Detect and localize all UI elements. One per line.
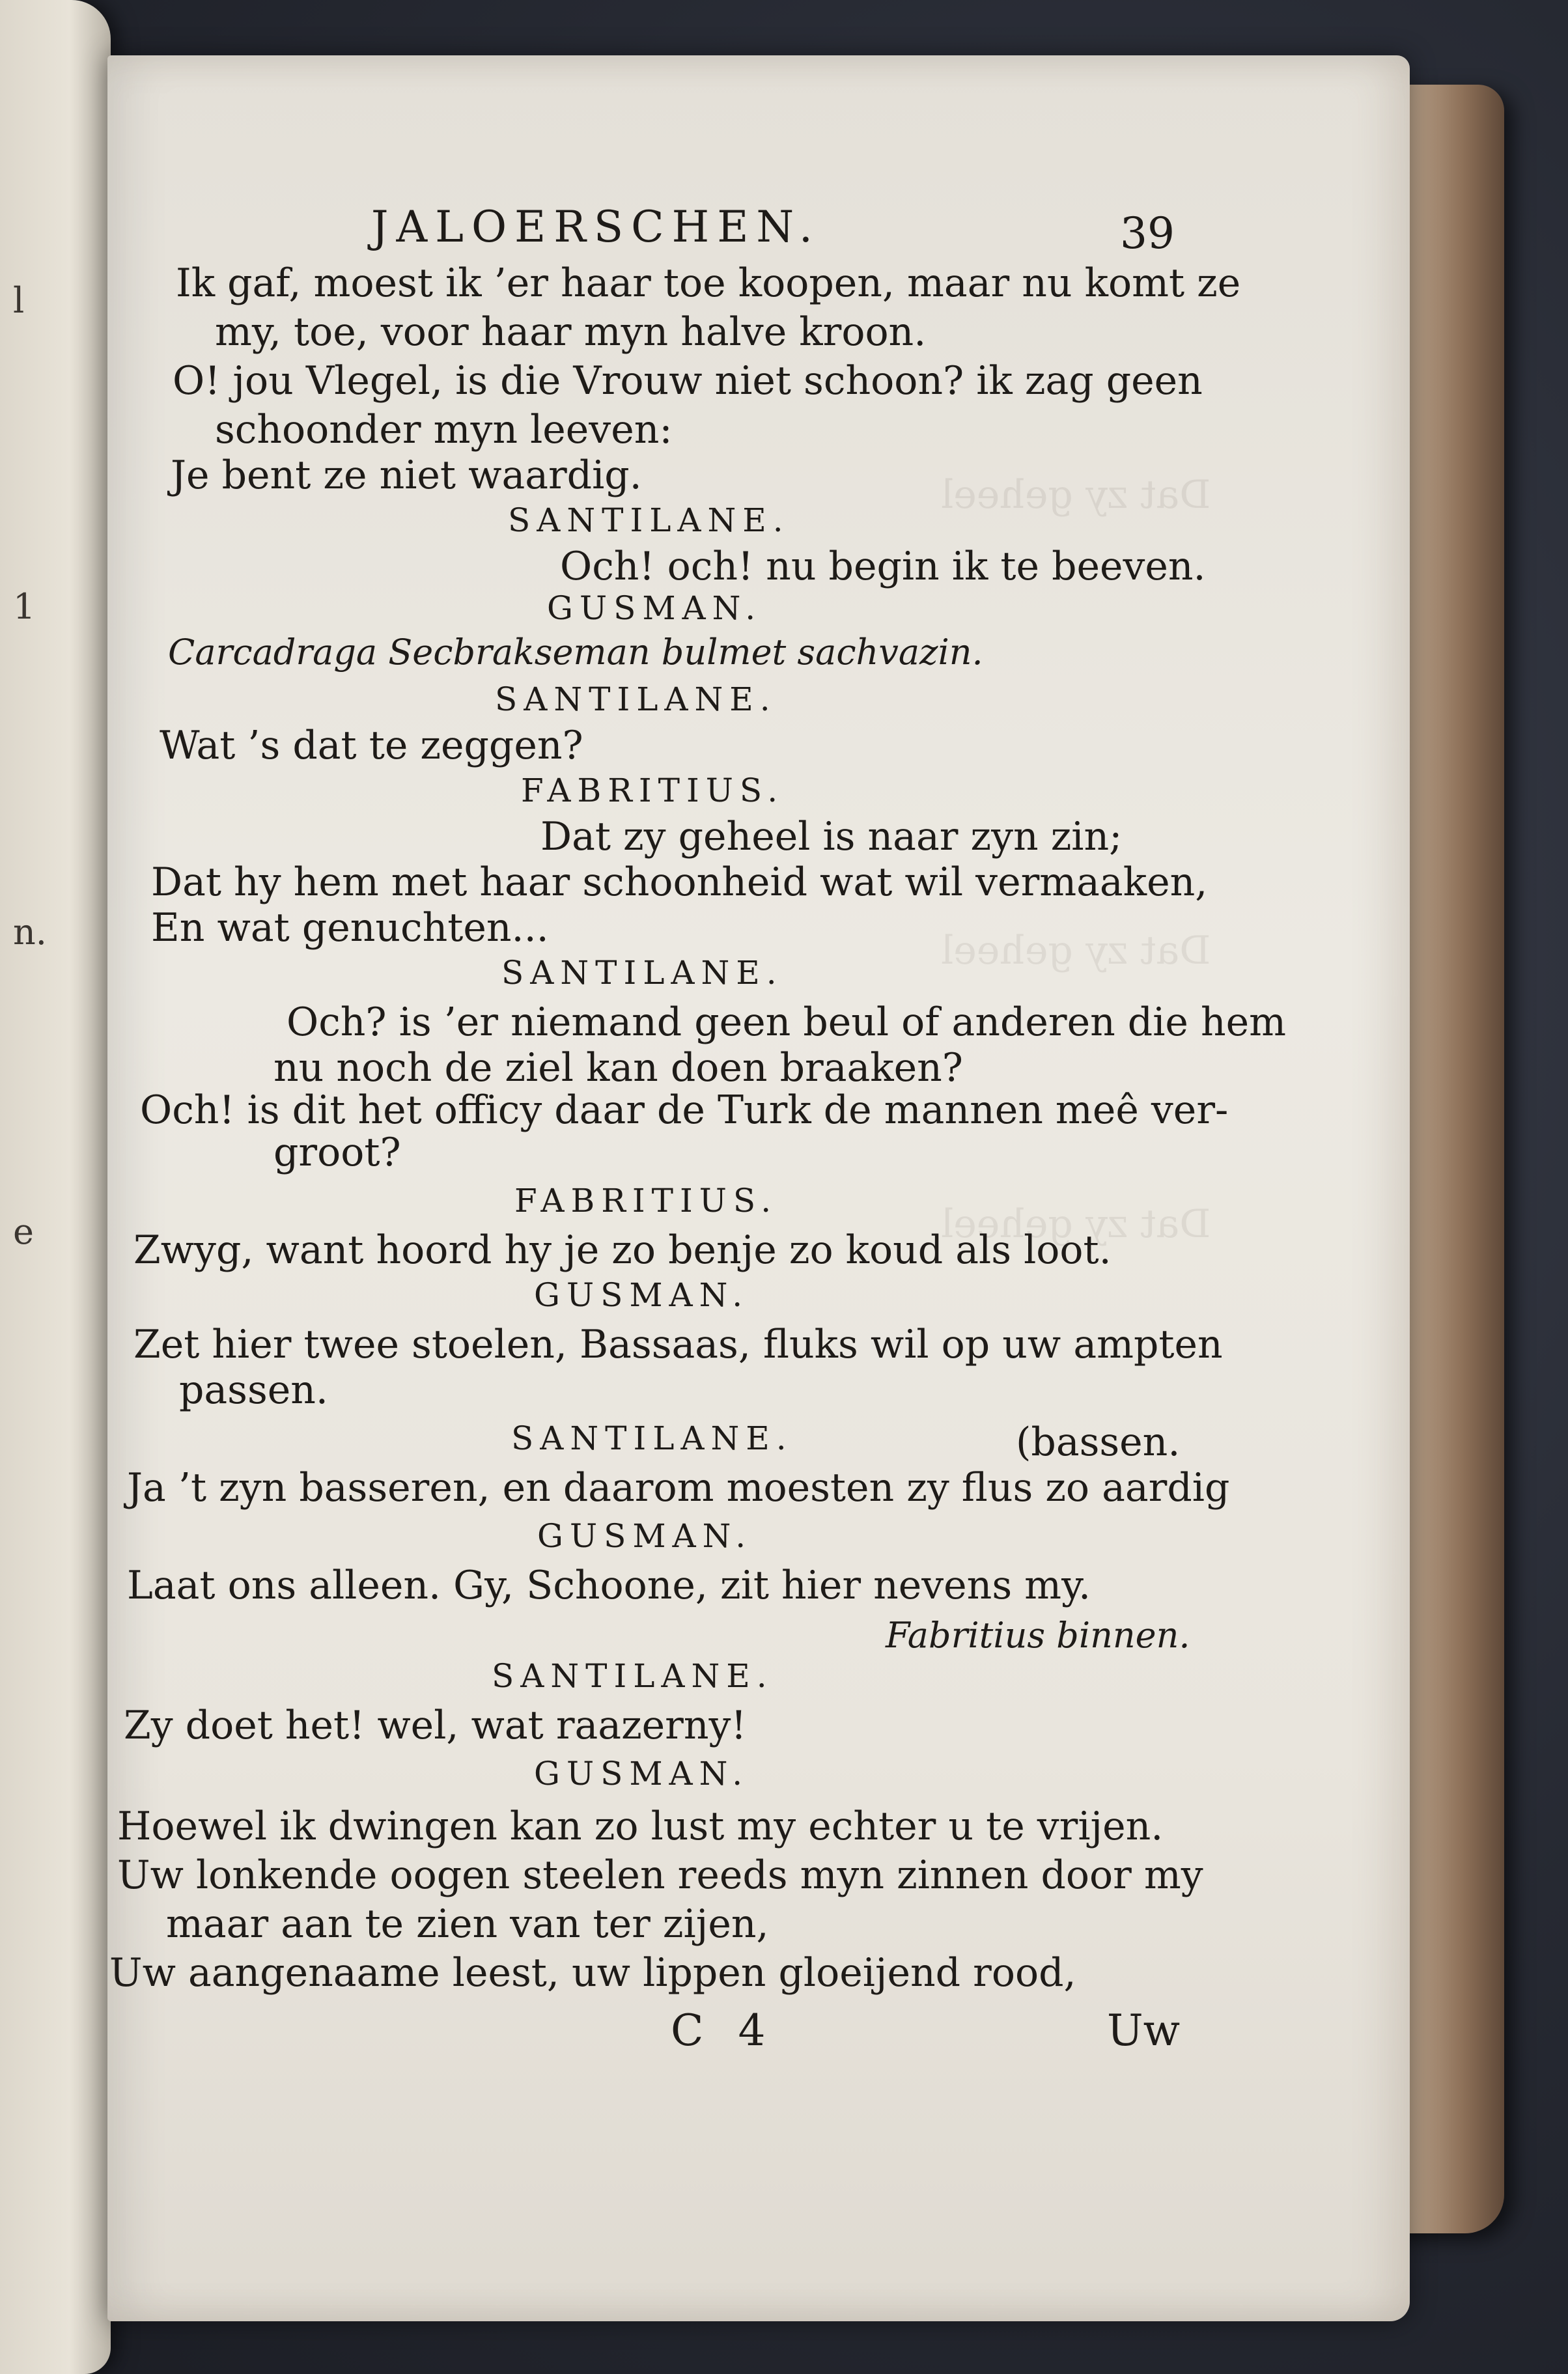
speaker-name: SANTILANE. <box>495 680 777 718</box>
text-line: En wat genuchten... <box>151 905 549 951</box>
stage-direction: Fabritius binnen. <box>886 1615 1190 1656</box>
text-line: my, toe, voor haar myn halve kroon. <box>215 309 927 355</box>
text-line: Och! och! nu begin ik te beeven. <box>560 544 1206 589</box>
speaker-name: SANTILANE. <box>492 1657 774 1695</box>
text-line: Zet hier twee stoelen, Bassaas, fluks wil op uw ampten <box>133 1322 1223 1367</box>
left-page-fragment: 1 <box>13 586 36 627</box>
text-line: passen. <box>179 1367 328 1413</box>
left-page-edge <box>0 0 111 2374</box>
text-line: Uw aangenaame leest, uw lippen gloeijend rood, <box>109 1950 1076 1996</box>
signature-mark: C 4 <box>671 2005 776 2056</box>
text-line-italic: Carcadraga Secbrakseman bulmet sachvazin. <box>168 632 983 673</box>
speaker-name: SANTILANE. <box>511 1419 793 1457</box>
text-line: O! jou Vlegel, is die Vrouw niet schoon? ik zag geen <box>173 358 1203 404</box>
speaker-name: FABRITIUS. <box>521 772 785 809</box>
text-line: groot? <box>273 1130 401 1175</box>
text-line: Dat zy geheel is naar zyn zin; <box>540 814 1123 859</box>
speaker-name: SANTILANE. <box>508 501 790 539</box>
text-line: (bassen. <box>1016 1419 1181 1465</box>
speaker-name: SANTILANE. <box>501 954 783 992</box>
speaker-name: GUSMAN. <box>547 589 763 627</box>
left-page-fragment: l <box>13 280 25 321</box>
bleed-through-text: Dat zy geheel <box>941 472 1211 518</box>
speaker-name: GUSMAN. <box>537 1517 753 1555</box>
speaker-name: GUSMAN. <box>534 1755 749 1793</box>
speaker-name: GUSMAN. <box>534 1276 749 1314</box>
running-title: JALOERSCHEN. <box>371 202 820 252</box>
left-page-fragment: e <box>13 1211 34 1252</box>
bleed-through-text: Dat zy geheel <box>941 1201 1211 1247</box>
text-line: Je bent ze niet waardig. <box>171 453 642 498</box>
text-line: Ja ’t zyn basseren, en daarom moesten zy flus zo aardig <box>127 1465 1230 1511</box>
text-line: maar aan te zien van ter zijen, <box>166 1901 769 1947</box>
text-line: Zwyg, want hoord hy je zo benje zo koud als loot. <box>133 1227 1112 1273</box>
text-line: Zy doet het! wel, wat raazerny! <box>124 1703 747 1748</box>
text-line: schoonder myn leeven: <box>215 407 673 453</box>
text-line: Wat ’s dat te zeggen? <box>160 723 583 768</box>
speaker-name: FABRITIUS. <box>514 1182 778 1220</box>
text-line: Och! is dit het officy daar de Turk de mannen meê ver- <box>140 1087 1229 1133</box>
text-line: Och? is ’er niemand geen beul of anderen die hem <box>287 999 1287 1045</box>
left-page-fragment: n. <box>13 912 47 953</box>
text-line: Ik gaf, moest ik ’er haar toe koopen, maar nu komt ze <box>176 260 1241 306</box>
text-line: Dat hy hem met haar schoonheid wat wil vermaaken, <box>151 859 1208 905</box>
catchword: Uw <box>1107 2005 1181 2056</box>
page-number: 39 <box>1120 208 1175 258</box>
text-line: Uw lonkende oogen steelen reeds myn zinnen door my <box>117 1852 1203 1898</box>
text-line: Hoewel ik dwingen kan zo lust my echter u te vrijen. <box>117 1804 1164 1849</box>
bleed-through-text: Dat zy geheel <box>941 928 1211 973</box>
text-line: Laat ons alleen. Gy, Schoone, zit hier nevens my. <box>127 1563 1091 1608</box>
text-line: nu noch de ziel kan doen braaken? <box>273 1045 963 1091</box>
